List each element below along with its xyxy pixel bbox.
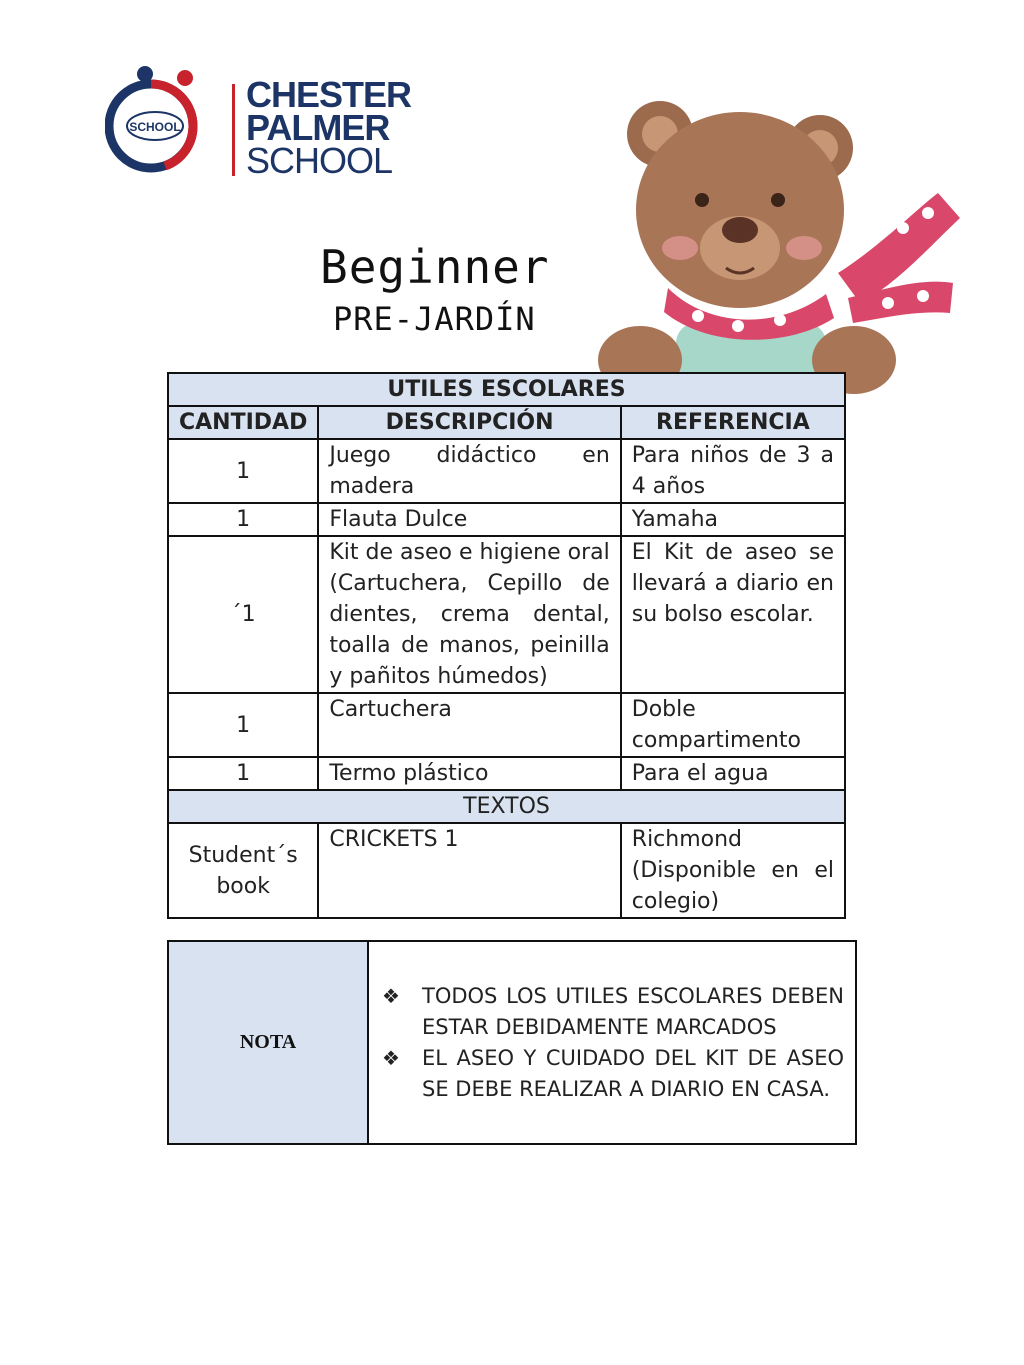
page-subtitle: PRE-JARDÍN	[333, 300, 536, 338]
description-cell: Cartuchera	[318, 693, 620, 757]
diamond-bullet-icon: ❖	[382, 983, 400, 1008]
list-item	[382, 1043, 844, 1105]
reference-cell: Yamaha	[621, 503, 845, 536]
page-title: Beginner	[320, 240, 550, 294]
description-cell: Kit de aseo e higiene oral (Cartuchera, Cepillo de dientes, crema dental, toalla de manos, peinilla y pañitos húmedos)	[318, 536, 620, 693]
list-item	[382, 981, 844, 1043]
table-row	[168, 536, 845, 693]
reference-cell: Richmond (Disponible en el colegio)	[621, 823, 845, 918]
table-row	[168, 823, 845, 918]
note-content	[368, 941, 856, 1144]
note-list	[370, 945, 854, 1141]
logo-line-3: SCHOOL	[246, 140, 393, 181]
note-table	[167, 940, 857, 1145]
quantity-cell: 1	[168, 439, 318, 503]
supplies-section-title: UTILES ESCOLARES	[168, 373, 845, 406]
column-header-description: DESCRIPCIÓN	[318, 406, 620, 439]
logo-badge-text: SCHOOL	[129, 120, 181, 134]
reference-cell: Para el agua	[621, 757, 845, 790]
description-cell: Flauta Dulce	[318, 503, 620, 536]
note-item-text: EL ASEO Y CUIDADO DEL KIT DE ASEO SE DEBE REALIZAR A DIARIO EN CASA.	[422, 1045, 844, 1101]
quantity-cell: 1	[168, 693, 318, 757]
column-header-reference: REFERENCIA	[621, 406, 845, 439]
reference-cell: Para niños de 3 a 4 años	[621, 439, 845, 503]
logo-wordmark	[246, 74, 412, 181]
note-item-text: TODOS LOS UTILES ESCOLARES DEBEN ESTAR DEBIDAMENTE MARCADOS	[422, 983, 844, 1039]
logo-line-1: CHESTER	[246, 74, 412, 115]
logo-divider	[232, 84, 235, 176]
table-header-row	[168, 406, 845, 439]
note-label: NOTA	[168, 941, 368, 1144]
table-row	[168, 439, 845, 503]
teddy-bear-illustration	[598, 98, 968, 398]
diamond-bullet-icon: ❖	[382, 1045, 400, 1070]
table-row	[168, 693, 845, 757]
column-header-quantity: CANTIDAD	[168, 406, 318, 439]
description-cell: Juego didáctico en madera	[318, 439, 620, 503]
table-row	[168, 757, 845, 790]
quantity-cell: Student´s book	[168, 823, 318, 918]
quantity-cell: 1	[168, 757, 318, 790]
reference-cell: Doble compartimento	[621, 693, 845, 757]
reference-cell: El Kit de aseo se llevará a diario en su bolso escolar.	[621, 536, 845, 693]
quantity-cell: ´1	[168, 536, 318, 693]
table-row	[168, 503, 845, 536]
description-cell: CRICKETS 1	[318, 823, 620, 918]
supplies-section-row	[168, 373, 845, 406]
supplies-table	[167, 372, 846, 919]
texts-section-title: TEXTOS	[168, 790, 845, 823]
quantity-cell: 1	[168, 503, 318, 536]
texts-section-row	[168, 790, 845, 823]
description-cell: Termo plástico	[318, 757, 620, 790]
logo-line-2: PALMER	[246, 107, 390, 148]
note-row	[168, 941, 856, 1144]
